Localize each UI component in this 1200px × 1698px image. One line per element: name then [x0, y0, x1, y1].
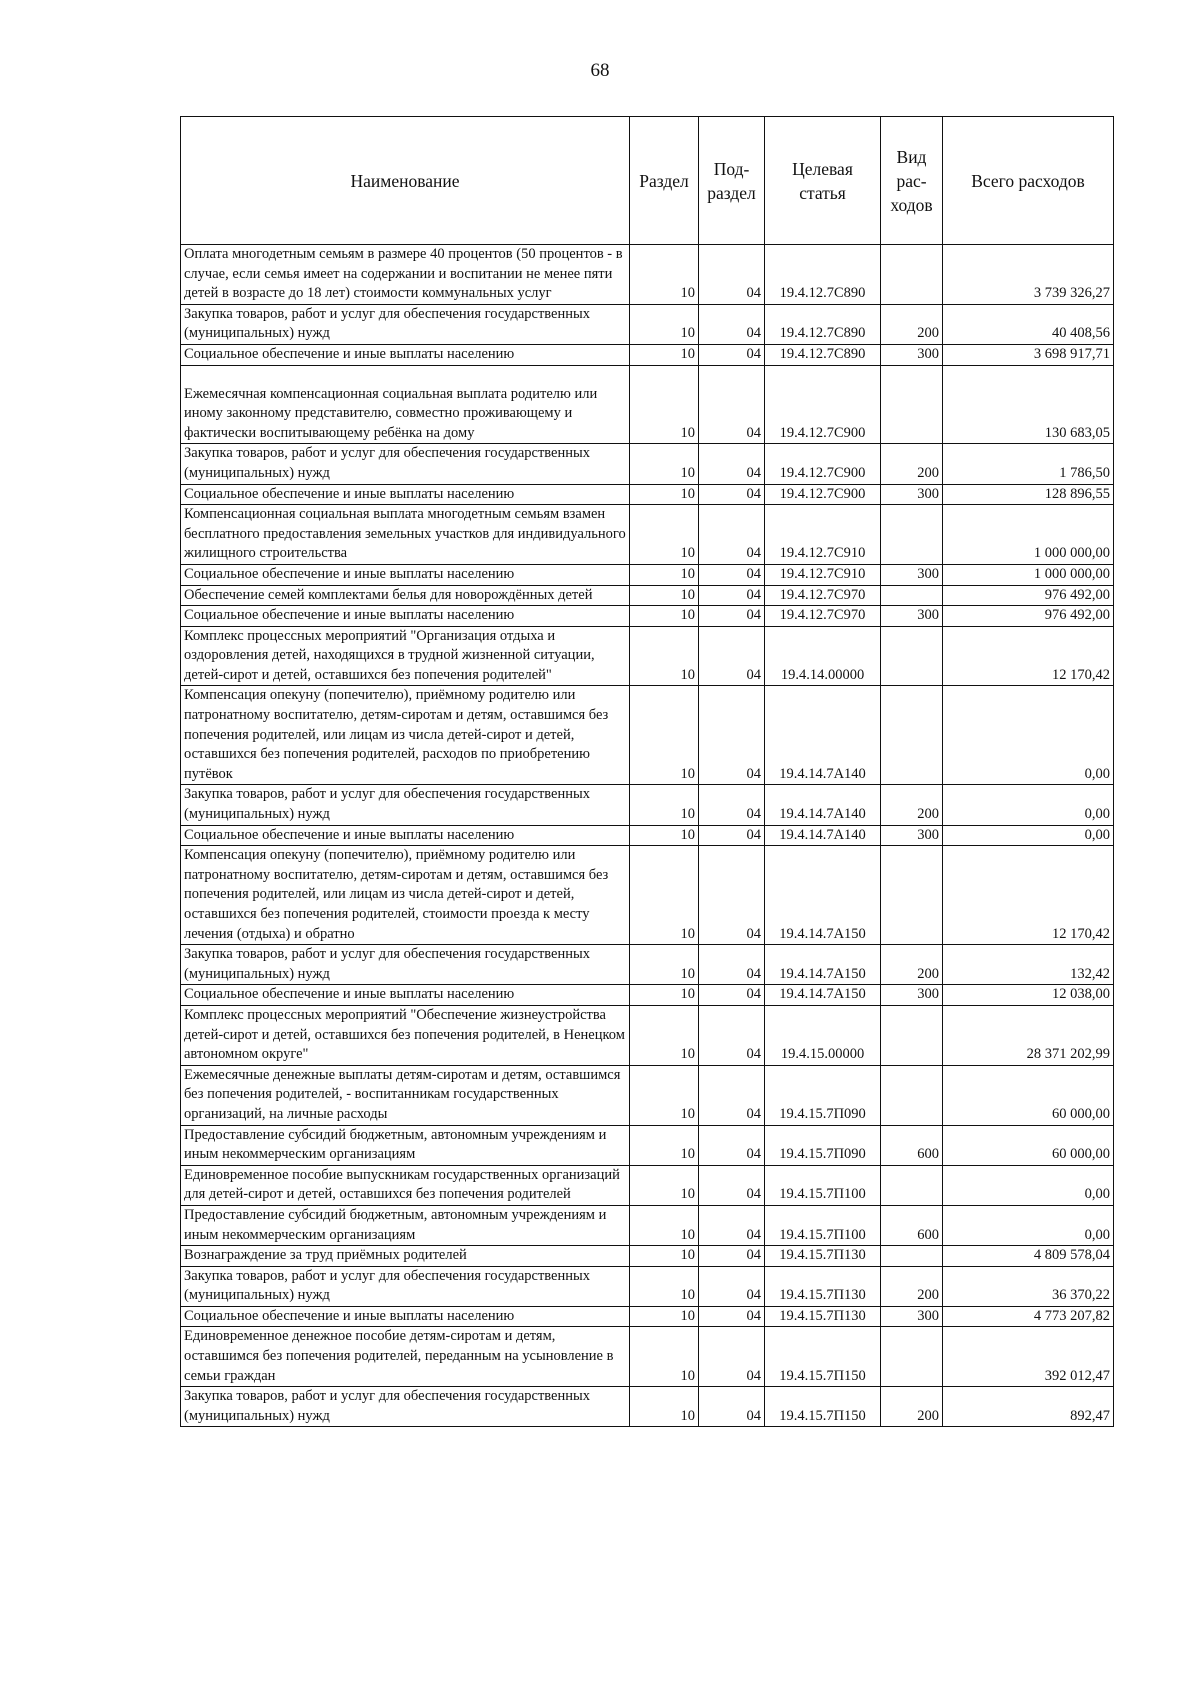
- row-expense-kind: [881, 365, 943, 444]
- row-expense-kind: 600: [881, 1125, 943, 1165]
- row-total: 1 000 000,00: [943, 564, 1114, 585]
- row-section: 10: [630, 945, 699, 985]
- table-row: [181, 945, 1114, 985]
- row-total: 40 408,56: [943, 304, 1114, 344]
- row-subsection: 04: [699, 1327, 765, 1387]
- row-total: 60 000,00: [943, 1065, 1114, 1125]
- row-name: Единовременное денежное пособие детям-сиротам и детям, оставшимся без попечения родителей, переданным на усыновление в семьи граждан: [181, 1327, 630, 1387]
- row-expense-kind: [881, 585, 943, 606]
- table-row: [181, 686, 1114, 785]
- row-subsection: 04: [699, 1125, 765, 1165]
- row-expense-kind: 300: [881, 484, 943, 505]
- row-target-article: 19.4.15.7П130: [765, 1306, 881, 1327]
- row-total: 892,47: [943, 1387, 1114, 1427]
- row-subsection: 04: [699, 1165, 765, 1205]
- row-section: 10: [630, 606, 699, 627]
- row-name: Социальное обеспечение и иные выплаты населению: [181, 344, 630, 365]
- row-name: Обеспечение семей комплектами белья для новорождённых детей: [181, 585, 630, 606]
- row-target-article: 19.4.12.7С900: [765, 365, 881, 444]
- row-section: 10: [630, 785, 699, 825]
- row-expense-kind: [881, 1005, 943, 1065]
- row-expense-kind: [881, 1246, 943, 1267]
- table-row: [181, 825, 1114, 846]
- row-total: 3 739 326,27: [943, 245, 1114, 305]
- row-name: Социальное обеспечение и иные выплаты населению: [181, 985, 630, 1006]
- row-section: 10: [630, 484, 699, 505]
- row-name: Социальное обеспечение и иные выплаты населению: [181, 606, 630, 627]
- row-expense-kind: [881, 1327, 943, 1387]
- row-subsection: 04: [699, 1387, 765, 1427]
- row-expense-kind: [881, 1065, 943, 1125]
- row-expense-kind: 300: [881, 344, 943, 365]
- table-row: [181, 1327, 1114, 1387]
- row-total: 132,42: [943, 945, 1114, 985]
- row-target-article: 19.4.15.7П130: [765, 1246, 881, 1267]
- table-row: [181, 365, 1114, 444]
- row-name: Закупка товаров, работ и услуг для обеспечения государственных (муниципальных) нужд: [181, 785, 630, 825]
- table-row: [181, 1246, 1114, 1267]
- row-expense-kind: 200: [881, 444, 943, 484]
- header-section: Раздел: [630, 117, 699, 245]
- row-target-article: 19.4.15.7П100: [765, 1165, 881, 1205]
- header-target-article: Целевая статья: [765, 117, 881, 245]
- table-row: [181, 505, 1114, 565]
- row-name: Социальное обеспечение и иные выплаты населению: [181, 1306, 630, 1327]
- header-subsection: Под- раздел: [699, 117, 765, 245]
- row-subsection: 04: [699, 245, 765, 305]
- header-total: Всего расходов: [943, 117, 1114, 245]
- row-subsection: 04: [699, 304, 765, 344]
- row-name: Социальное обеспечение и иные выплаты населению: [181, 564, 630, 585]
- row-section: 10: [630, 444, 699, 484]
- table-header-row: [181, 117, 1114, 245]
- row-target-article: 19.4.15.7П150: [765, 1387, 881, 1427]
- row-total: 1 786,50: [943, 444, 1114, 484]
- row-target-article: 19.4.14.7А150: [765, 846, 881, 945]
- table-row: [181, 1065, 1114, 1125]
- row-subsection: 04: [699, 985, 765, 1006]
- row-expense-kind: 200: [881, 945, 943, 985]
- row-target-article: 19.4.12.7С890: [765, 245, 881, 305]
- row-target-article: 19.4.15.7П090: [765, 1065, 881, 1125]
- row-section: 10: [630, 985, 699, 1006]
- row-target-article: 19.4.15.7П090: [765, 1125, 881, 1165]
- table-row: [181, 344, 1114, 365]
- header-expense-kind: Вид рас- ходов: [881, 117, 943, 245]
- table-row: [181, 1306, 1114, 1327]
- row-name: Компенсация опекуну (попечителю), приёмному родителю или патронатному воспитателю, детям-сиротам и детям, оставшимся без попечения родителей, или лицам из числа детей-сирот и детей, оставшихся без попечения родителей, расходов по приобретению путёвок: [181, 686, 630, 785]
- table-row: [181, 245, 1114, 305]
- row-total: 3 698 917,71: [943, 344, 1114, 365]
- row-expense-kind: 300: [881, 564, 943, 585]
- row-subsection: 04: [699, 945, 765, 985]
- row-section: 10: [630, 1327, 699, 1387]
- row-section: 10: [630, 1205, 699, 1245]
- row-total: 0,00: [943, 686, 1114, 785]
- row-name: Закупка товаров, работ и услуг для обеспечения государственных (муниципальных) нужд: [181, 945, 630, 985]
- row-expense-kind: [881, 245, 943, 305]
- row-expense-kind: [881, 505, 943, 565]
- row-name: Закупка товаров, работ и услуг для обеспечения государственных (муниципальных) нужд: [181, 304, 630, 344]
- row-total: 130 683,05: [943, 365, 1114, 444]
- row-expense-kind: 200: [881, 1266, 943, 1306]
- row-target-article: 19.4.14.7А150: [765, 985, 881, 1006]
- row-section: 10: [630, 1125, 699, 1165]
- row-section: 10: [630, 564, 699, 585]
- table-row: [181, 1387, 1114, 1427]
- page-number: 68: [590, 60, 610, 81]
- table-row: [181, 585, 1114, 606]
- row-section: 10: [630, 344, 699, 365]
- row-section: 10: [630, 505, 699, 565]
- row-total: 12 170,42: [943, 846, 1114, 945]
- row-total: 36 370,22: [943, 1266, 1114, 1306]
- row-section: 10: [630, 1165, 699, 1205]
- row-total: 60 000,00: [943, 1125, 1114, 1165]
- row-section: 10: [630, 1266, 699, 1306]
- row-target-article: 19.4.14.7А150: [765, 945, 881, 985]
- row-section: 10: [630, 1065, 699, 1125]
- row-subsection: 04: [699, 1005, 765, 1065]
- row-expense-kind: 200: [881, 1387, 943, 1427]
- row-expense-kind: 200: [881, 785, 943, 825]
- row-total: 1 000 000,00: [943, 505, 1114, 565]
- row-total: 0,00: [943, 825, 1114, 846]
- row-total: 0,00: [943, 1165, 1114, 1205]
- row-name: Ежемесячные денежные выплаты детям-сиротам и детям, оставшимся без попечения родителей, - воспитанникам государственных организаций, на личные расходы: [181, 1065, 630, 1125]
- row-target-article: 19.4.15.7П150: [765, 1327, 881, 1387]
- table-row: [181, 444, 1114, 484]
- row-expense-kind: 300: [881, 825, 943, 846]
- row-target-article: 19.4.12.7С890: [765, 344, 881, 365]
- row-target-article: 19.4.12.7С910: [765, 505, 881, 565]
- row-expense-kind: [881, 1165, 943, 1205]
- row-target-article: 19.4.14.7А140: [765, 686, 881, 785]
- budget-table: [180, 116, 1114, 1427]
- row-expense-kind: 600: [881, 1205, 943, 1245]
- row-total: 4 809 578,04: [943, 1246, 1114, 1267]
- row-name: Комплекс процессных мероприятий "Обеспечение жизнеустройства детей-сирот и детей, оставшихся без попечения родителей, в Ненецком автономном округе": [181, 1005, 630, 1065]
- row-subsection: 04: [699, 846, 765, 945]
- row-total: 128 896,55: [943, 484, 1114, 505]
- row-expense-kind: [881, 626, 943, 686]
- row-section: 10: [630, 825, 699, 846]
- row-section: 10: [630, 365, 699, 444]
- row-total: 0,00: [943, 1205, 1114, 1245]
- row-subsection: 04: [699, 825, 765, 846]
- row-name: Компенсация опекуну (попечителю), приёмному родителю или патронатному воспитателю, детям-сиротам и детям, оставшимся без попечения родителей, или лицам из числа детей-сирот и детей, оставшихся без попечения родителей, стоимости проезда к месту лечения (отдыха) и обратно: [181, 846, 630, 945]
- row-total: 392 012,47: [943, 1327, 1114, 1387]
- row-subsection: 04: [699, 444, 765, 484]
- row-section: 10: [630, 846, 699, 945]
- row-total: 12 038,00: [943, 985, 1114, 1006]
- row-name: Предоставление субсидий бюджетным, автономным учреждениям и иным некоммерческим организациям: [181, 1205, 630, 1245]
- row-subsection: 04: [699, 1246, 765, 1267]
- row-name: Комплекс процессных мероприятий "Организация отдыха и оздоровления детей, находящихся в трудной жизненной ситуации, детей-сирот и детей, оставшихся без попечения родителей": [181, 626, 630, 686]
- row-name: Вознаграждение за труд приёмных родителей: [181, 1246, 630, 1267]
- header-name: Наименование: [181, 117, 630, 245]
- row-subsection: 04: [699, 1065, 765, 1125]
- table-row: [181, 1205, 1114, 1245]
- row-name: Социальное обеспечение и иные выплаты населению: [181, 825, 630, 846]
- row-target-article: 19.4.14.7А140: [765, 785, 881, 825]
- row-total: 12 170,42: [943, 626, 1114, 686]
- row-name: Единовременное пособие выпускникам государственных организаций для детей-сирот и детей, оставшихся без попечения родителей: [181, 1165, 630, 1205]
- row-subsection: 04: [699, 785, 765, 825]
- row-target-article: 19.4.12.7С970: [765, 585, 881, 606]
- table-row: [181, 1125, 1114, 1165]
- row-name: Социальное обеспечение и иные выплаты населению: [181, 484, 630, 505]
- row-name: Закупка товаров, работ и услуг для обеспечения государственных (муниципальных) нужд: [181, 1266, 630, 1306]
- row-subsection: 04: [699, 505, 765, 565]
- row-subsection: 04: [699, 1306, 765, 1327]
- table-row: [181, 484, 1114, 505]
- row-expense-kind: [881, 686, 943, 785]
- row-subsection: 04: [699, 484, 765, 505]
- row-total: 976 492,00: [943, 606, 1114, 627]
- table-row: [181, 985, 1114, 1006]
- row-target-article: 19.4.12.7С970: [765, 606, 881, 627]
- row-subsection: 04: [699, 686, 765, 785]
- row-target-article: 19.4.14.7А140: [765, 825, 881, 846]
- row-section: 10: [630, 304, 699, 344]
- row-section: 10: [630, 1246, 699, 1267]
- row-target-article: 19.4.15.7П100: [765, 1205, 881, 1245]
- row-subsection: 04: [699, 365, 765, 444]
- row-target-article: 19.4.12.7С900: [765, 484, 881, 505]
- row-expense-kind: 300: [881, 606, 943, 627]
- row-section: 10: [630, 585, 699, 606]
- table-row: [181, 785, 1114, 825]
- row-subsection: 04: [699, 626, 765, 686]
- table-row: [181, 1005, 1114, 1065]
- table-row: [181, 304, 1114, 344]
- row-subsection: 04: [699, 1205, 765, 1245]
- row-expense-kind: 200: [881, 304, 943, 344]
- row-subsection: 04: [699, 344, 765, 365]
- table-row: [181, 1266, 1114, 1306]
- row-subsection: 04: [699, 1266, 765, 1306]
- row-section: 10: [630, 1005, 699, 1065]
- row-target-article: 19.4.12.7С890: [765, 304, 881, 344]
- row-name: Предоставление субсидий бюджетным, автономным учреждениям и иным некоммерческим организациям: [181, 1125, 630, 1165]
- row-name: Ежемесячная компенсационная социальная выплата родителю или иному законному представителю, совместно проживающему и фактически воспитывающему ребёнка на дому: [181, 365, 630, 444]
- row-total: 0,00: [943, 785, 1114, 825]
- row-target-article: 19.4.14.00000: [765, 626, 881, 686]
- row-expense-kind: 300: [881, 985, 943, 1006]
- row-expense-kind: [881, 846, 943, 945]
- row-section: 10: [630, 1387, 699, 1427]
- row-section: 10: [630, 686, 699, 785]
- table-row: [181, 846, 1114, 945]
- table-row: [181, 1165, 1114, 1205]
- row-name: Оплата многодетным семьям в размере 40 процентов (50 процентов - в случае, если семья имеет на содержании и воспитании не менее пяти детей в возрасте до 18 лет) стоимости коммунальных услуг: [181, 245, 630, 305]
- row-name: Закупка товаров, работ и услуг для обеспечения государственных (муниципальных) нужд: [181, 1387, 630, 1427]
- row-subsection: 04: [699, 585, 765, 606]
- row-total: 4 773 207,82: [943, 1306, 1114, 1327]
- table-row: [181, 626, 1114, 686]
- row-total: 28 371 202,99: [943, 1005, 1114, 1065]
- table-row: [181, 564, 1114, 585]
- row-section: 10: [630, 1306, 699, 1327]
- row-target-article: 19.4.15.7П130: [765, 1266, 881, 1306]
- row-name: Компенсационная социальная выплата многодетным семьям взамен бесплатного предоставления земельных участков для индивидуального жилищного строительства: [181, 505, 630, 565]
- row-subsection: 04: [699, 606, 765, 627]
- table-body: [181, 245, 1114, 1427]
- row-name: Закупка товаров, работ и услуг для обеспечения государственных (муниципальных) нужд: [181, 444, 630, 484]
- row-target-article: 19.4.15.00000: [765, 1005, 881, 1065]
- row-target-article: 19.4.12.7С910: [765, 564, 881, 585]
- row-target-article: 19.4.12.7С900: [765, 444, 881, 484]
- row-expense-kind: 300: [881, 1306, 943, 1327]
- row-subsection: 04: [699, 564, 765, 585]
- row-section: 10: [630, 626, 699, 686]
- row-total: 976 492,00: [943, 585, 1114, 606]
- table-row: [181, 606, 1114, 627]
- row-section: 10: [630, 245, 699, 305]
